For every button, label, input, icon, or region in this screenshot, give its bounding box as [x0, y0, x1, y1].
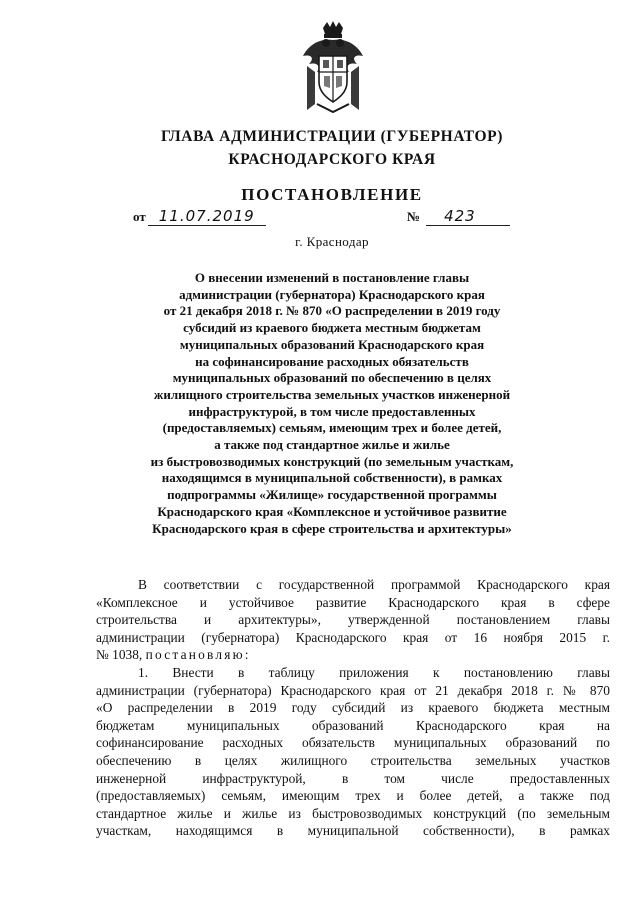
title-line: находящимся в муниципальной собственности), в рамках: [161, 470, 503, 486]
item-line: инженерной инфраструктурой, в том числе предоставленных: [96, 770, 610, 786]
title-line: жилищного строительства земельных участков инженерной: [153, 386, 511, 402]
body-line: строительства и архитектуры», утвержденной постановлением главы: [96, 612, 610, 628]
decree-number: [407, 207, 510, 226]
number-value: 423: [426, 207, 510, 226]
decree-operative-word: постановляю:: [145, 647, 251, 663]
title-line: подпрограммы «Жилище» государственной программы: [167, 487, 497, 503]
number-prefix: №: [407, 209, 421, 224]
decree-title: [150, 270, 514, 537]
item-line: участкам, находящимся в муниципальной собственности), в рамках: [96, 823, 610, 839]
decree-body: [96, 576, 610, 840]
date-value: 11.07.2019: [148, 207, 266, 226]
city-line: г. Краснодар: [295, 234, 369, 249]
krasnodar-coat-of-arms-icon: [297, 20, 369, 116]
title-line: из быстровозводимых конструкций (по земельным участкам,: [150, 453, 514, 469]
law-number: № 1038,: [96, 647, 143, 663]
item-line: софинансирование расходных обязательств муниципальных образований по: [96, 735, 610, 751]
authority-title-line1: ГЛАВА АДМИНИСТРАЦИИ (ГУБЕРНАТОР): [161, 128, 503, 145]
title-line: муниципальных образований по обеспечению в целях: [172, 370, 492, 386]
title-line: администрации (губернатора) Краснодарского края: [179, 286, 485, 302]
item-line: (предоставляемых) семьям, имеющим трех и более детей, а также под: [96, 788, 610, 804]
body-line: администрации (губернатора) Краснодарского края от 16 ноября 2015 г.: [96, 629, 610, 645]
title-line: от 21 декабря 2018 г. № 870 «О распределении в 2019 году: [163, 303, 501, 319]
decree-date: [133, 207, 266, 226]
title-line: на софинансирование расходных обязательств: [195, 353, 469, 369]
title-line: субсидий из краевого бюджета местным бюджетам: [183, 320, 481, 336]
body-line: «Комплексное и устойчивое развитие Краснодарского края в сфере: [96, 594, 610, 610]
authority-title-line2: КРАСНОДАРСКОГО КРАЯ: [228, 151, 436, 168]
title-line: а также под стандартное жилье и жилье: [214, 437, 450, 453]
body-line: В соответствии с государственной программой Краснодарского края: [138, 577, 610, 592]
item-line: стандартное жилье и жилье из быстровозводимых конструкций (по земельным: [96, 805, 610, 821]
date-prefix: от: [133, 209, 146, 224]
item-line: 1. Внести в таблицу приложения к постановлению главы: [138, 664, 610, 680]
item-line: администрации (губернатора) Краснодарского края от 21 декабря 2018 г. № 870: [96, 682, 610, 698]
item-line: бюджетам муниципальных образований Краснодарского края на: [96, 717, 610, 733]
title-line: муниципальных образований Краснодарского края: [179, 336, 485, 352]
item-line: «О распределении в 2019 году субсидий из краевого бюджета местным: [96, 700, 610, 716]
body-line-final: [96, 646, 610, 664]
title-line: Краснодарского края в сфере строительства и архитектуры»: [152, 520, 512, 536]
item-line: обеспечению в целях жилищного строительства земельных участков: [96, 752, 610, 768]
title-line: О внесении изменений в постановление главы: [194, 270, 470, 285]
document-type-heading: ПОСТАНОВЛЕНИЕ: [241, 185, 423, 204]
title-line: Краснодарского края «Комплексное и устойчивое развитие: [157, 503, 507, 519]
title-line: инфраструктурой, в том числе предоставленных: [188, 403, 476, 419]
title-line: (предоставляемых) семьям, имеющим трех и более детей,: [162, 420, 502, 436]
